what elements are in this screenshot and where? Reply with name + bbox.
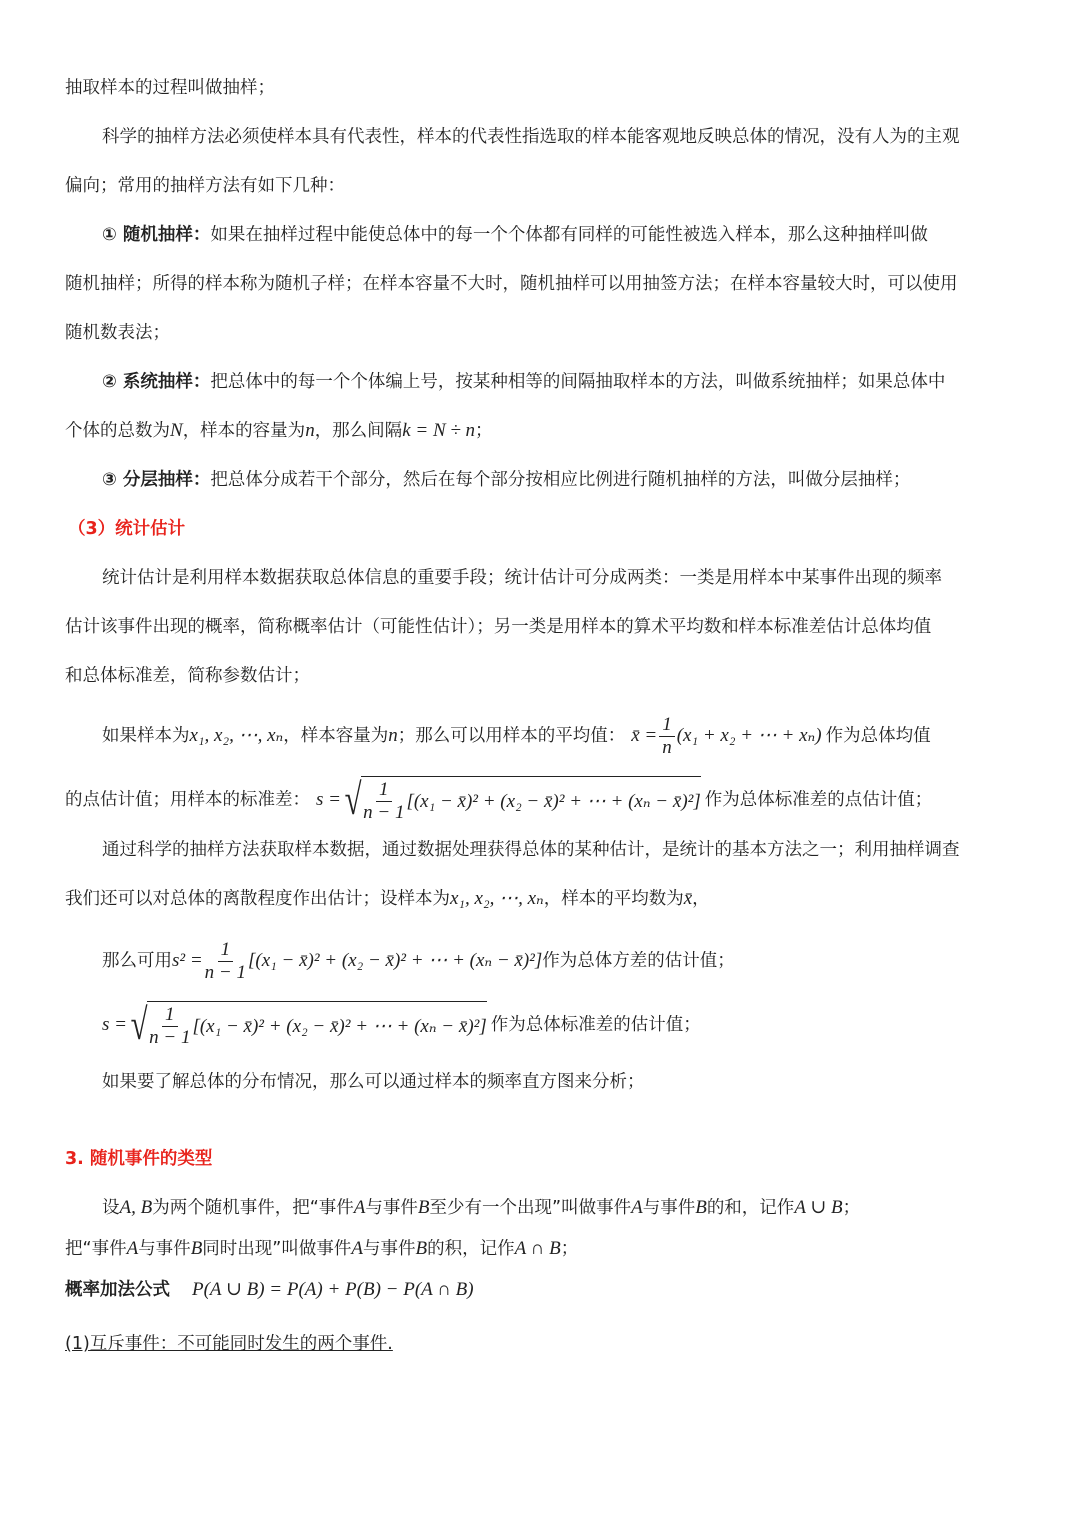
square-root — [127, 1001, 487, 1049]
math: A ∩ B — [514, 1238, 561, 1259]
math: n — [388, 725, 398, 746]
mean-formula-line — [102, 712, 931, 760]
fraction — [659, 714, 675, 759]
item-text: 把总体分成若干个部分，然后在每个部分按相应比例进行随机抽样的方法，叫做分层抽样； — [210, 470, 911, 490]
random-sampling-item — [102, 223, 928, 247]
radical-sign: √ — [130, 1000, 148, 1049]
text: 的积，记作 — [427, 1239, 515, 1259]
math: A, B — [119, 1197, 153, 1218]
text: 设 — [102, 1198, 120, 1218]
math: A ∪ B — [794, 1197, 843, 1218]
text: ，样本容量为 — [283, 726, 389, 746]
text: 作为总体方差的估计值； — [542, 951, 735, 971]
text: 的和，记作 — [706, 1198, 795, 1218]
math: A — [126, 1238, 139, 1259]
denominator: n − 1 — [204, 961, 246, 983]
addition-formula-line — [65, 1278, 474, 1302]
math: [(x₁ − x̄)² + (x₂ − x̄)² + ⋯ + (xₙ − x̄)²] — [248, 950, 543, 971]
numerator: 1 — [162, 1004, 178, 1027]
paragraph: 偏向；常用的抽样方法有如下几种： — [65, 176, 345, 196]
numerator: 1 — [376, 779, 392, 802]
math: x̄ — [683, 888, 693, 909]
systematic-sampling-item — [102, 370, 945, 394]
math: [(x₁ − x̄)² + (x₂ − x̄)² + ⋯ + (xₙ − x̄)²] — [406, 790, 701, 812]
math: n — [305, 420, 315, 441]
numerator: 1 — [218, 939, 234, 962]
text: 作为总体标准差的估计值； — [490, 1015, 701, 1035]
text: ； — [475, 421, 493, 441]
paragraph: 估计该事件出现的概率，简称概率估计（可能性估计）；另一类是用样本的算术平均数和样本标准差估计总体均值 — [65, 617, 932, 637]
text: 同时出现”叫做事件 — [202, 1239, 352, 1259]
paragraph: (1)互斥事件：不可能同时发生的两个事件. — [65, 1334, 393, 1354]
text: 与事件 — [138, 1239, 191, 1259]
radical-sign: √ — [344, 775, 362, 824]
math: A — [631, 1197, 643, 1218]
math: P(A ∪ B) = P(A) + P(B) − P(A ∩ B) — [192, 1279, 474, 1300]
text: ； — [842, 1198, 861, 1218]
math: A — [351, 1238, 363, 1259]
item-title: ② 系统抽样： — [102, 372, 211, 392]
paragraph: 随机抽样；所得的样本称为随机子样；在样本容量不大时，随机抽样可以用抽签方法；在样本容量较大时，可以使用 — [65, 274, 958, 294]
text: 至少有一个出现”叫做事件 — [429, 1198, 632, 1218]
text: ， — [692, 889, 710, 909]
denominator: n — [662, 736, 672, 758]
text: 把“事件 — [65, 1239, 127, 1259]
paragraph — [102, 1196, 860, 1220]
math: B — [417, 1197, 430, 1218]
math: k = N ÷ n — [402, 420, 476, 441]
fraction — [363, 779, 404, 824]
text: 与事件 — [642, 1198, 696, 1218]
paragraph — [65, 419, 493, 443]
formula-label: 概率加法公式 — [65, 1280, 170, 1300]
paragraph — [65, 887, 710, 911]
text: 个体的总数为 — [65, 421, 170, 441]
math: [(x₁ − x̄)² + (x₂ − x̄)² + ⋯ + (xₙ − x̄)²] — [192, 1015, 487, 1037]
math: B — [415, 1238, 428, 1259]
math: A — [353, 1197, 366, 1218]
item-title: ① 随机抽样： — [102, 225, 211, 245]
text: 作为总体标准差的点估计值； — [704, 790, 933, 810]
math: x₁, x₂, ⋯, xₙ — [450, 888, 544, 909]
text: ；那么可以用样本的平均值： — [397, 726, 626, 746]
text: 那么可用 — [102, 951, 172, 971]
math: x̄ = — [631, 725, 658, 746]
std-formula-line — [65, 772, 932, 828]
math: x₁, x₂, ⋯, xₙ — [189, 725, 284, 746]
paragraph: 统计估计是利用样本数据获取总体信息的重要手段；统计估计可分成两类：一类是用样本中某事件出现的频率 — [102, 568, 942, 588]
paragraph: 如果要了解总体的分布情况，那么可以通过样本的频率直方图来分析； — [102, 1072, 645, 1092]
section-heading: （3）统计估计 — [68, 519, 186, 539]
text: ，样本的平均数为 — [543, 889, 684, 909]
paragraph: 抽取样本的过程叫做抽样； — [65, 78, 275, 98]
stratified-sampling-item — [102, 468, 910, 492]
item-text: 把总体中的每一个个体编上号，按某种相等的间隔抽取样本的方法，叫做系统抽样；如果总体中 — [210, 372, 946, 392]
math: N — [170, 420, 183, 441]
text: 与事件 — [365, 1198, 418, 1218]
section-heading: 3. 随机事件的类型 — [65, 1149, 213, 1169]
math: B — [190, 1238, 203, 1259]
paragraph: 和总体标准差，简称参数估计； — [65, 666, 310, 686]
fraction — [149, 1004, 190, 1049]
text: 如果样本为 — [102, 726, 190, 746]
math: B — [695, 1197, 707, 1218]
text: ，样本的容量为 — [182, 421, 306, 441]
std-estimate-line — [102, 997, 701, 1053]
text: 的点估计值；用样本的标准差： — [65, 790, 310, 810]
text: ； — [560, 1239, 579, 1259]
denominator: n − 1 — [363, 802, 405, 823]
math: s = — [102, 1014, 127, 1035]
text: ，那么间隔 — [314, 421, 403, 441]
item-title: ③ 分层抽样： — [102, 470, 211, 490]
variance-formula-line — [102, 936, 735, 986]
paragraph: 通过科学的抽样方法获取样本数据，通过数据处理获得总体的某种估计，是统计的基本方法之一；利用抽样调查 — [102, 840, 960, 860]
text: 我们还可以对总体的离散程度作出估计；设样本为 — [65, 889, 450, 909]
paragraph — [65, 1237, 578, 1261]
text: 作为总体均值 — [825, 726, 931, 746]
math: s² = — [172, 950, 203, 971]
denominator: n − 1 — [149, 1027, 191, 1048]
text: 与事件 — [362, 1239, 416, 1259]
text: 为两个随机事件，把“事件 — [152, 1198, 354, 1218]
math: (x₁ + x₂ + ⋯ + xₙ) — [676, 725, 822, 746]
square-root — [341, 776, 701, 824]
item-text: 如果在抽样过程中能使总体中的每一个个体都有同样的可能性被选入样本，那么这种抽样叫做 — [210, 225, 928, 245]
math: s = — [316, 789, 341, 810]
numerator: 1 — [659, 714, 675, 737]
paragraph: 随机数表法； — [65, 323, 170, 343]
paragraph: 科学的抽样方法必须使样本具有代表性，样本的代表性指选取的样本能客观地反映总体的情况，没有人为的主观 — [102, 127, 960, 147]
fraction — [205, 939, 246, 984]
